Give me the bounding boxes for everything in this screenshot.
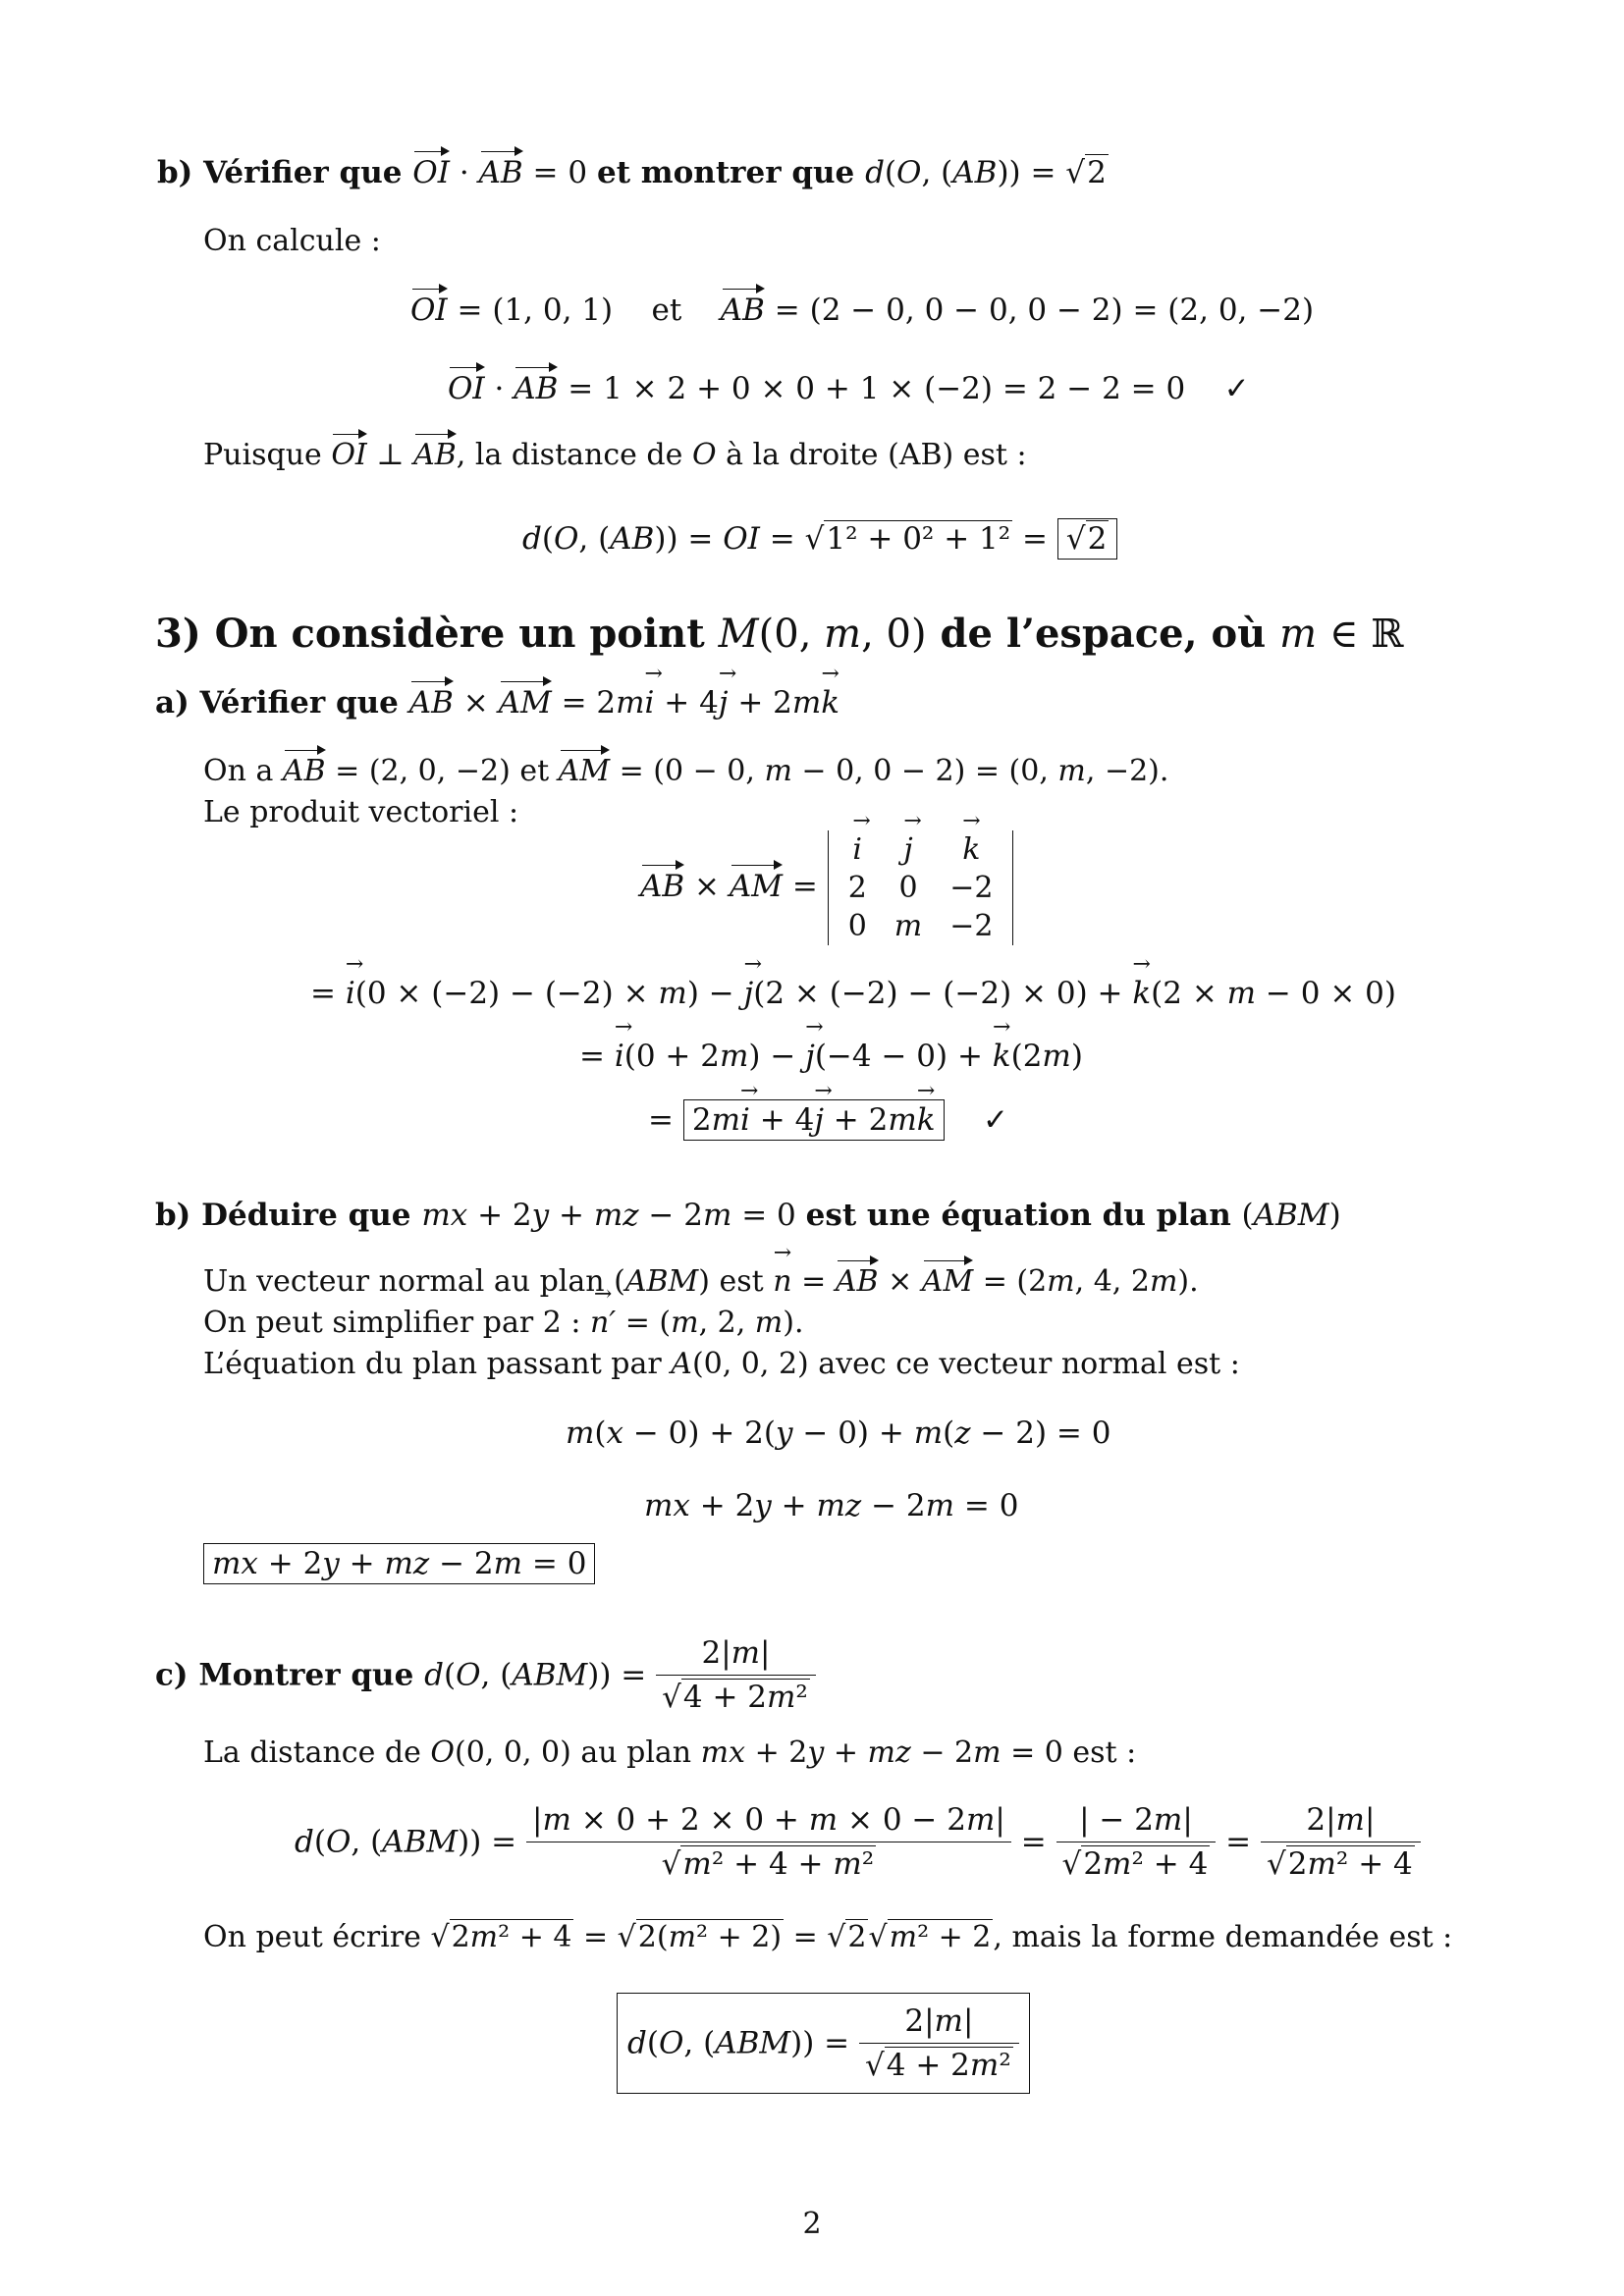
boxed-result: 2mi → + 4j → + 2mk → [683, 1099, 945, 1141]
heading-part-b-deduce: b) Déduire que mx + 2y + mz − 2m = 0 est une équation du plan (ABM) [155, 1198, 1341, 1233]
heading-part-c: c) Montrer que d(O, (ABM)) = $\frac{2|m|}{\text{√4 + 2m²}}$ [155, 1635, 816, 1715]
heading-mid: et montrer que [596, 155, 855, 190]
heading-label: b) Déduire que [155, 1198, 411, 1233]
equation-distance-fractions: d(O, (ABM)) = $\frac{|m \times 0 + 2 \times 0 + m \times 0 - 2m|}{\text{√m² + 4 + m²}}$ = $\frac{| - 2m|}{\text{√2m² + 4}}$ = $\frac{2|m|}{\text{√2m² + 4}}$ [295, 1802, 1421, 1882]
rewrite-text: On peut écrire √2m² + 4 = √2(m² + 2) = √2√m² + 2, mais la forme demandée est : [203, 1920, 1453, 1954]
determinant-matrix: i → j → k → 2 0 −2 0 m −2 [828, 830, 1014, 945]
heading-label: b) Vérifier que [157, 155, 403, 190]
normal-vector-text: Un vecteur normal au plan (ABM) est n → = AB × AM = (2m, 4, 2m). [203, 1264, 1199, 1299]
section-3-title: 3) On considère un point M(0, m, 0) de l’espace, où m ∈ ℝ [155, 611, 1404, 657]
puisque-suffix: , la distance de [456, 438, 683, 472]
heading-part-a: a) Vérifier que AB × AM = 2mi → + 4j → + 2mk → [155, 685, 839, 721]
plane-equation-intro: L’équation du plan passant par A(0, 0, 2) avec ce vecteur normal est : [203, 1347, 1240, 1381]
heading-label: a) Vérifier que [155, 685, 399, 721]
et-word: et [651, 293, 682, 328]
equation-expand-1: = i →(0 × (−2) − (−2) × m) − j →(2 × (−2) − (−2) × 0) + k →(2 × m − 0 × 0) [310, 976, 1396, 1011]
equation-plane-boxed [203, 1543, 595, 1584]
equation-plane-2: mx + 2y + mz − 2m = 0 [644, 1488, 1019, 1523]
equation-plane-1: m(x − 0) + 2(y − 0) + m(z − 2) = 0 [566, 1415, 1111, 1451]
line2-prefix: On peut écrire [203, 1920, 421, 1954]
puisque-prefix: Puisque [203, 438, 322, 472]
equation-dot-product: OI · AB = 1 × 2 + 0 × 0 + 1 × (−2) = 2 − 2 = 0 ✓ [448, 371, 1250, 406]
equation-oi-ab: OI = (1, 0, 1) et AB = (2 − 0, 0 − 0, 0 − 2) = (2, 0, −2) [410, 293, 1315, 328]
check-mark-icon: ✓ [1223, 371, 1250, 406]
line3-end: avec ce vecteur normal est : [818, 1347, 1240, 1381]
line2-text: On peut simplifier par 2 : [203, 1306, 581, 1340]
simplify-text: On peut simplifier par 2 : n′ → = (m, 2, m). [203, 1306, 804, 1340]
equation-determinant: AB × AM = i → j → k → 2 0 −2 0 m −2 [640, 830, 1013, 945]
section-3-mid: de l’espace, où [940, 611, 1267, 657]
page-number: 2 [802, 2207, 822, 2241]
et-word: et [519, 754, 550, 788]
equation-expand-2: = i →(0 + 2m) − j →(−4 − 0) + k →(2m) [579, 1039, 1083, 1074]
puisque-text: Puisque OI ⊥ AB, la distance de O à la droite (AB) est : [203, 438, 1027, 472]
line1-mid: au plan [580, 1735, 692, 1770]
boxed-result: d(O, (ABM)) = $\frac{2|m|}{\text{√4 + 2m²}}$ [617, 1993, 1030, 2094]
on-a-text: On a AB = (2, 0, −2) et AM = (0 − 0, m − 0, 0 − 2) = (0, m, −2). [203, 754, 1169, 788]
heading-end: est une équation du plan [805, 1198, 1231, 1233]
puisque-end: à la droite (AB) est : [726, 438, 1027, 472]
equation-expand-3: = 2mi → + 4j → + 2mk → ✓ [648, 1099, 1008, 1141]
check-mark-icon: ✓ [982, 1102, 1008, 1138]
equation-distance-o-ab: d(O, (AB)) = OI = √1² + 0² + 1² = √2 [522, 518, 1117, 560]
line1-mid: est [719, 1264, 764, 1299]
on-a-prefix: On a [203, 754, 274, 788]
boxed-result: √2 [1057, 518, 1118, 560]
line2-end: , mais la forme demandée est : [993, 1920, 1453, 1954]
line1-end: est : [1072, 1735, 1137, 1770]
line1-prefix: Un vecteur normal au plan [203, 1264, 605, 1299]
heading-part-b-verify: b) Vérifier que OI · AB = 0 et montrer que d(O, (AB)) = √2 [157, 155, 1107, 190]
produit-vectoriel-text: Le produit vectoriel : [203, 795, 519, 829]
line1-prefix: La distance de [203, 1735, 421, 1770]
equation-final-boxed [617, 1993, 1030, 2094]
boxed-result: mx + 2y + mz − 2m = 0 [203, 1543, 595, 1584]
line3-prefix: L’équation du plan passant par [203, 1347, 662, 1381]
section-3-prefix: 3) On considère un point [155, 611, 705, 657]
heading-label: c) Montrer que [155, 1657, 414, 1693]
distance-intro-text: La distance de O(0, 0, 0) au plan mx + 2y + mz − 2m = 0 est : [203, 1735, 1137, 1770]
on-calcule-text: On calcule : [203, 224, 381, 258]
